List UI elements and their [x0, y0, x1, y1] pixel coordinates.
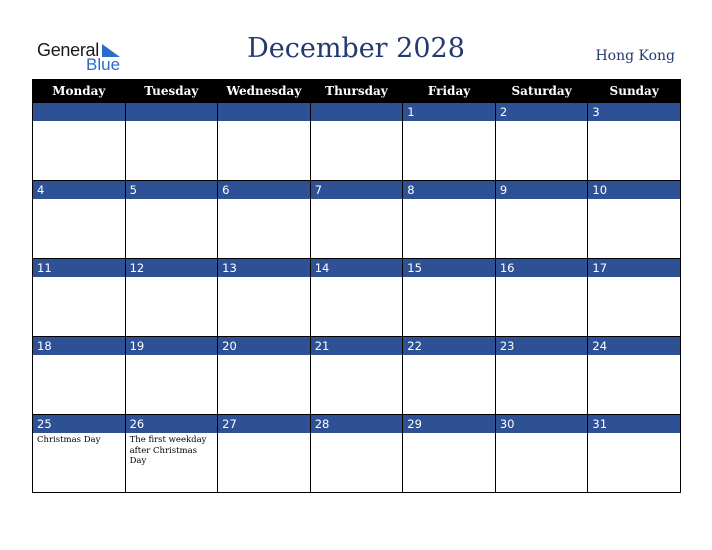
weekday-wednesday: Wednesday — [218, 80, 311, 103]
week-row-4 — [33, 337, 681, 415]
weekday-header-row — [33, 80, 681, 103]
day-number: 30 — [496, 415, 588, 433]
weekday-sunday: Sunday — [588, 80, 681, 103]
day-number: 28 — [311, 415, 403, 433]
weekday-friday: Friday — [403, 80, 496, 103]
day-number: 25 — [33, 415, 125, 433]
day-number: 18 — [33, 337, 125, 355]
day-number: 22 — [403, 337, 495, 355]
week-row-3 — [33, 259, 681, 337]
day-number — [126, 103, 218, 121]
day-cell — [33, 181, 126, 259]
day-cell — [125, 337, 218, 415]
day-cell — [403, 415, 496, 493]
day-number: 1 — [403, 103, 495, 121]
day-number: 23 — [496, 337, 588, 355]
day-number: 13 — [218, 259, 310, 277]
day-cell — [33, 259, 126, 337]
day-cell — [218, 181, 311, 259]
day-number: 3 — [588, 103, 680, 121]
day-cell — [588, 337, 681, 415]
day-cell — [403, 259, 496, 337]
day-cell — [310, 181, 403, 259]
day-cell — [310, 103, 403, 181]
weekday-saturday: Saturday — [495, 80, 588, 103]
day-cell — [218, 259, 311, 337]
calendar-title: December 2028 — [247, 33, 465, 64]
day-cell — [588, 259, 681, 337]
day-number — [33, 103, 125, 121]
day-cell — [495, 103, 588, 181]
holiday-label: Christmas Day — [37, 435, 101, 445]
day-number: 16 — [496, 259, 588, 277]
day-number: 21 — [311, 337, 403, 355]
day-cell — [218, 103, 311, 181]
calendar-grid — [32, 79, 681, 493]
day-cell — [403, 103, 496, 181]
day-number: 14 — [311, 259, 403, 277]
day-cell — [33, 337, 126, 415]
day-cell — [125, 181, 218, 259]
day-number: 12 — [126, 259, 218, 277]
day-number: 19 — [126, 337, 218, 355]
day-number: 2 — [496, 103, 588, 121]
day-cell — [310, 415, 403, 493]
day-number: 9 — [496, 181, 588, 199]
day-cell — [588, 415, 681, 493]
day-cell — [403, 181, 496, 259]
week-row-5 — [33, 415, 681, 493]
logo-text-general: General — [37, 40, 99, 60]
day-cell — [495, 181, 588, 259]
day-number: 7 — [311, 181, 403, 199]
day-number: 31 — [588, 415, 680, 433]
day-cell — [310, 337, 403, 415]
day-cell — [125, 415, 218, 493]
day-cell — [125, 103, 218, 181]
day-cell — [310, 259, 403, 337]
weekday-tuesday: Tuesday — [125, 80, 218, 103]
day-cell — [495, 415, 588, 493]
weekday-thursday: Thursday — [310, 80, 403, 103]
day-number: 29 — [403, 415, 495, 433]
day-cell — [33, 415, 126, 493]
day-number: 17 — [588, 259, 680, 277]
holiday-label: The first weekday after Christmas Day — [129, 435, 207, 466]
logo-text-blue: Blue — [86, 55, 121, 74]
day-number: 15 — [403, 259, 495, 277]
day-cell — [403, 337, 496, 415]
day-cell — [495, 259, 588, 337]
day-number: 20 — [218, 337, 310, 355]
day-number: 10 — [588, 181, 680, 199]
weekday-monday: Monday — [33, 80, 126, 103]
day-cell — [125, 259, 218, 337]
week-row-2 — [33, 181, 681, 259]
day-cell — [218, 415, 311, 493]
week-row-1 — [33, 103, 681, 181]
day-number: 24 — [588, 337, 680, 355]
day-number: 6 — [218, 181, 310, 199]
day-cell — [218, 337, 311, 415]
day-cell — [33, 103, 126, 181]
day-number: 26 — [126, 415, 218, 433]
day-number: 27 — [218, 415, 310, 433]
day-number — [218, 103, 310, 121]
day-number: 5 — [126, 181, 218, 199]
region-label: Hong Kong — [595, 48, 675, 64]
day-cell — [588, 103, 681, 181]
day-cell — [588, 181, 681, 259]
day-number: 8 — [403, 181, 495, 199]
day-number — [311, 103, 403, 121]
day-number: 11 — [33, 259, 125, 277]
day-cell — [495, 337, 588, 415]
day-number: 4 — [33, 181, 125, 199]
